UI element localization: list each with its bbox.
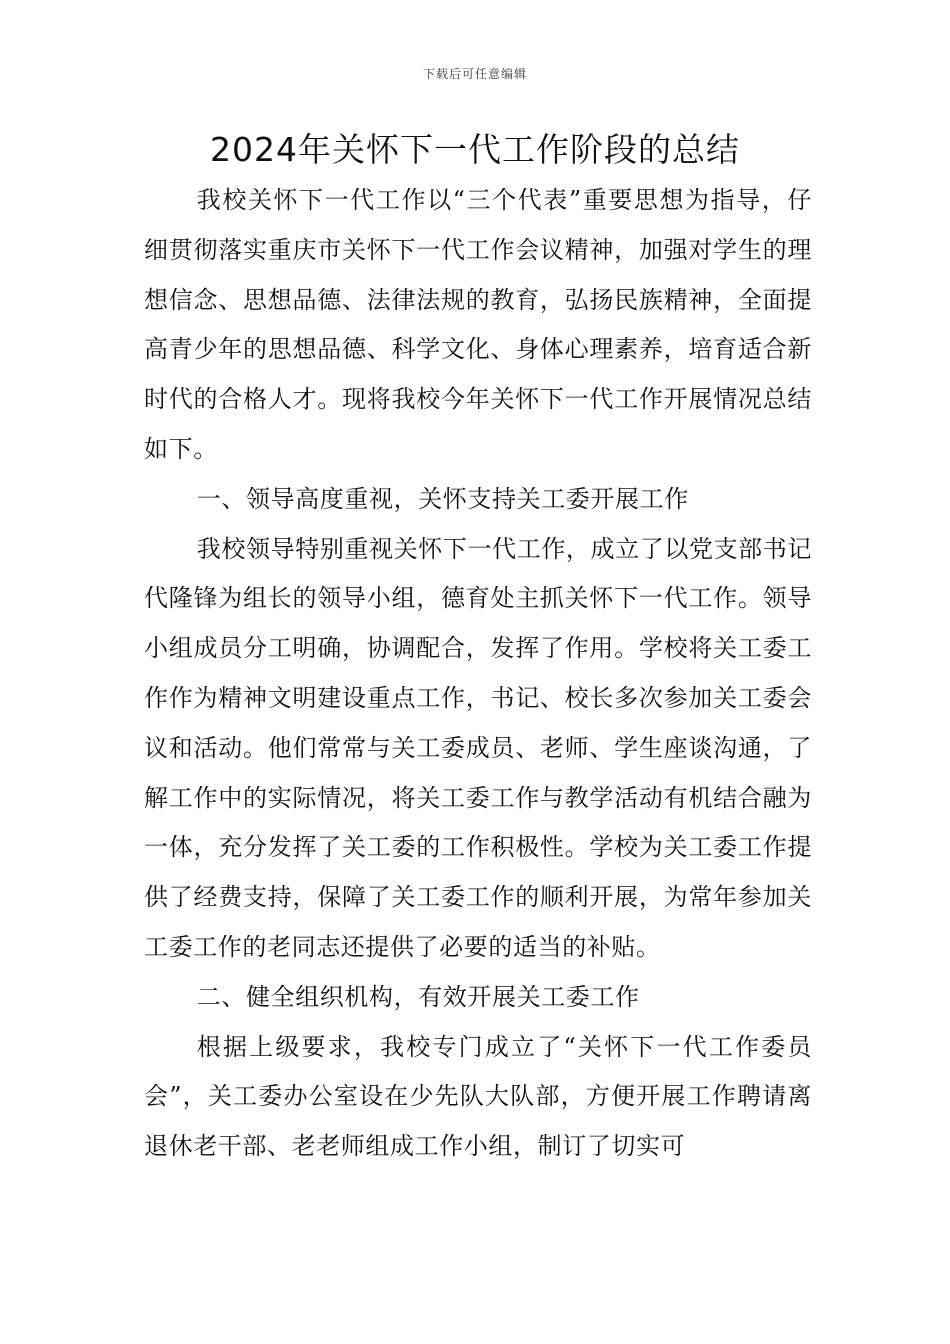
document-body (144, 176, 812, 1172)
document-title: 2024年关怀下一代工作阶段的总结 (210, 130, 740, 169)
section-2-paragraph: 根据上级要求，我校专门成立了“关怀下一代工作委员会”，关工委办公室设在少先队大队部，方便开展工作聘请离退休老干部、老老师组成工作小组，制订了切实可 (144, 1032, 812, 1161)
intro-paragraph: 我校关怀下一代工作以“三个代表”重要思想为指导，仔细贯彻落实重庆市关怀下一代工作会议精神，加强对学生的理想信念、思想品德、法律法规的教育，弘扬民族精神，全面提高青少年的思想品德、科学文化、身体心理素养，培育适合新时代的合格人才。现将我校今年关怀下一代工作开展情况总结如下。 (144, 186, 812, 463)
section-heading-1: 一、领导高度重视，关怀支持关工委开展工作 (196, 484, 689, 513)
header-note: 下载后可任意编辑 (422, 67, 527, 81)
section-heading-2: 二、健全组织机构，有效开展关工委工作 (196, 982, 640, 1011)
section-1-paragraph: 我校领导特别重视关怀下一代工作，成立了以党支部书记代隆锋为组长的领导小组，德育处主抓关怀下一代工作。领导小组成员分工明确，协调配合，发挥了作用。学校将关工委工作作为精神文明建设重点工作，书记、校长多次参加关工委会议和活动。他们常常与关工委成员、老师、学生座谈沟通，了解工作中的实际情况，将关工委工作与教学活动有机结合融为一体，充分发挥了关工委的工作积极性。学校为关工委工作提供了经费支持，保障了关工委工作的顺利开展，为常年参加关工委工作的老同志还提供了必要的适当的补贴。 (144, 534, 812, 961)
